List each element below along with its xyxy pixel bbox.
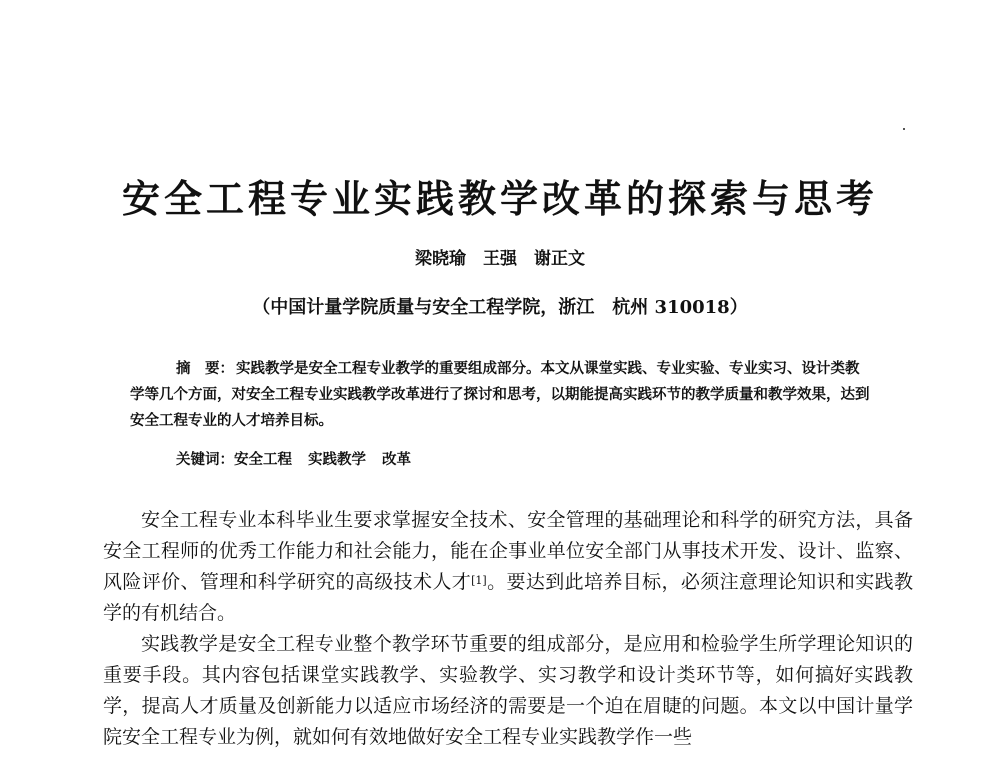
body-paragraph-1-text: 安全工程专业本科毕业生要求掌握安全技术、安全管理的基础理论和科学的研究方法，具备安全工程师的优秀工作能力和社会能力，能在企事业单位安全部门从事技术开发、设计、监察、风险评价、管理和科学研究的高级技术人才 — [103, 509, 913, 593]
paper-authors: 梁晓瑜 王强 谢正文 — [415, 249, 585, 269]
keyword: 改革 — [382, 451, 411, 468]
citation-ref: [1] — [471, 574, 487, 587]
abstract — [130, 356, 870, 434]
paper-affiliation: （中国计量学院质量与安全工程学院，浙江 杭州 310018） — [252, 297, 748, 318]
keyword: 实践教学 — [308, 451, 366, 468]
body-paragraph-1-tail: 。要达到此培养目标，必须注意理论知识和实践教学的有机结合。 — [103, 571, 913, 624]
body-paragraph-2: 实践教学是安全工程专业整个教学环节重要的组成部分，是应用和检验学生所学理论知识的重要手段。其内容包括课堂实践教学、实验教学、实习教学和设计类环节等，如何搞好实践教学，提高人才质量及创新能力以适应市场经济的需要是一个迫在眉睫的问题。本文以中国计量学院安全工程专业为例，就如何有效地做好安全工程专业实践教学作一些 — [103, 633, 913, 748]
abstract-label: 摘 要： — [176, 360, 234, 377]
keyword: 安全工程 — [234, 451, 292, 468]
keywords — [176, 448, 427, 469]
paper-title: 安全工程专业实践教学改革的探索与思考 — [121, 176, 878, 221]
keywords-label: 关键词： — [176, 451, 234, 468]
body-text — [103, 505, 913, 753]
abstract-text: 实践教学是安全工程专业教学的重要组成部分。本文从课堂实践、专业实验、专业实习、设计类教学等几个方面，对安全工程专业实践教学改革进行了探讨和思考，以期能提高实践环节的教学质量和教学效果，达到安全工程专业的人才培养目标。 — [130, 360, 870, 429]
body-paragraph-1 — [103, 505, 913, 629]
scan-speck — [903, 128, 905, 130]
